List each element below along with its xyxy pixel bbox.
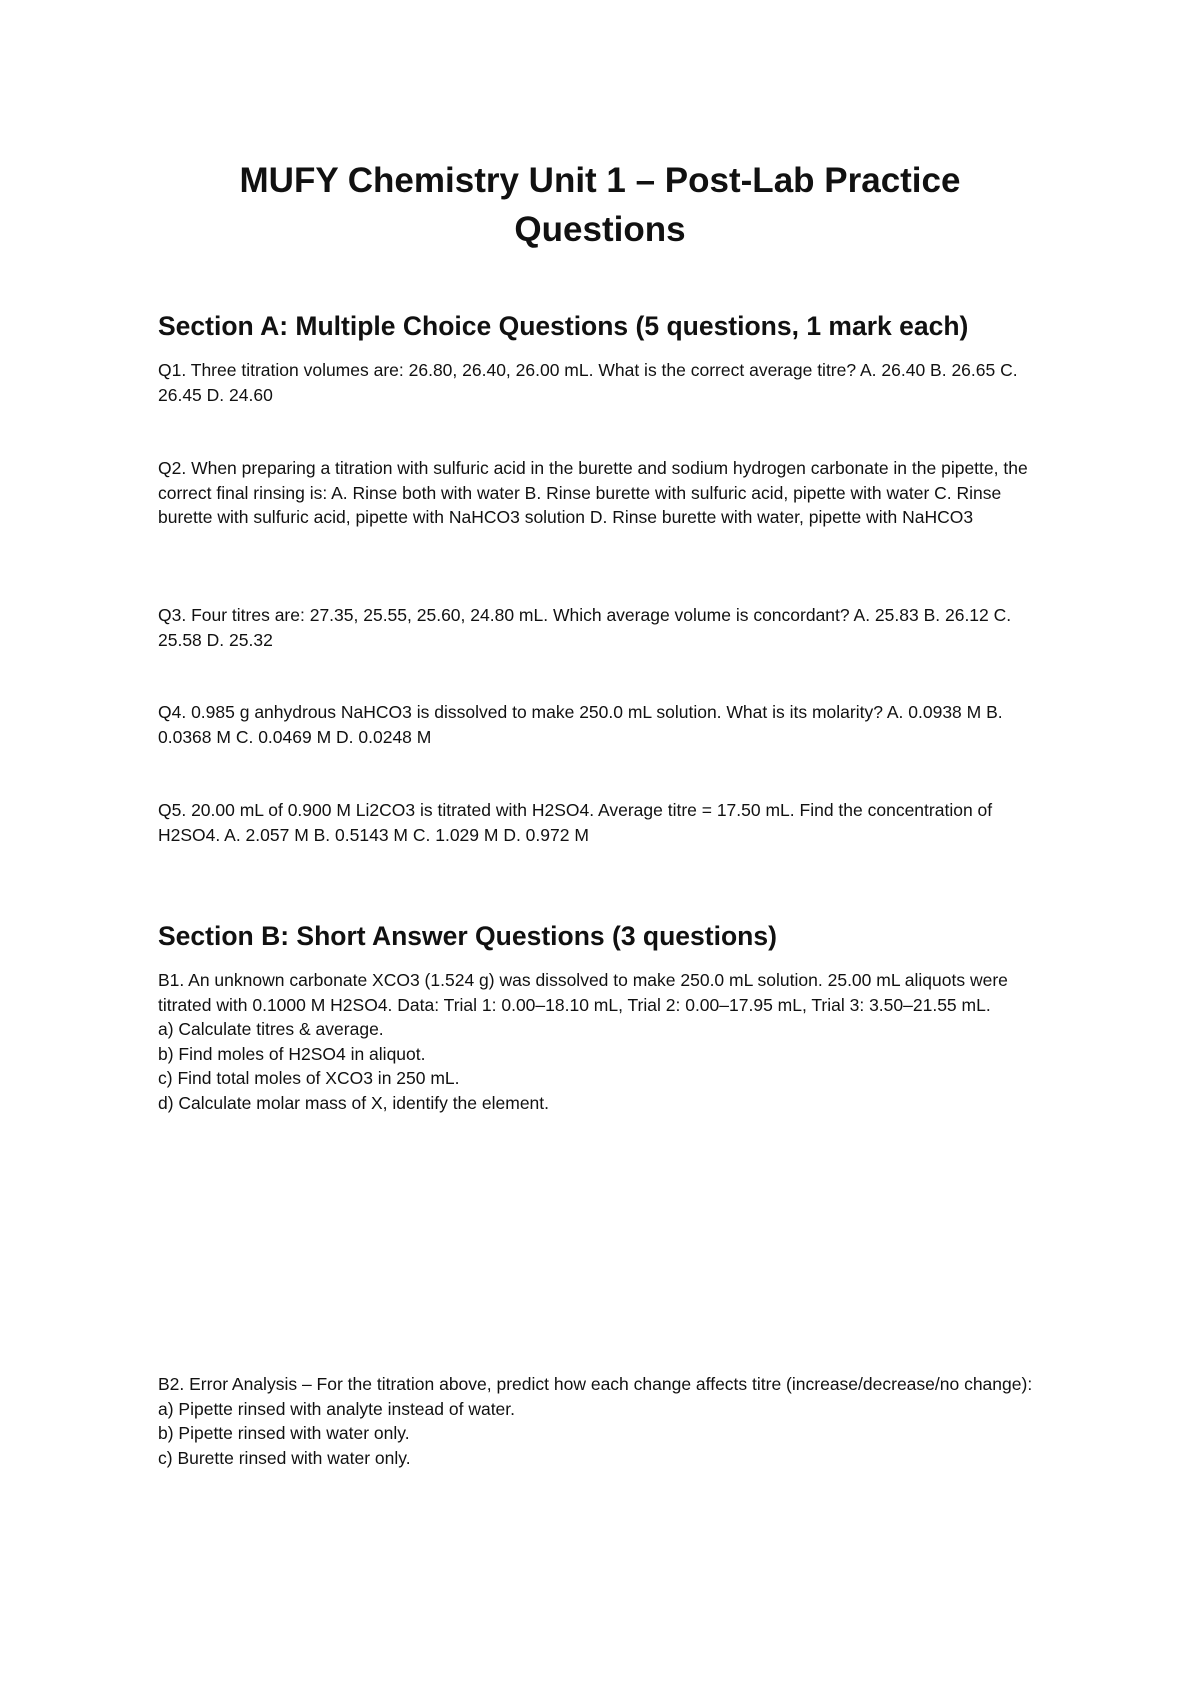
- question-q2: Q2. When preparing a titration with sulfuric acid in the burette and sodium hydrogen carbonate in the pipette, the correct final rinsing is: A. Rinse both with water B. Rinse burette with sulfuric acid, pipette with water C. Rinse burette with sulfuric acid, pipette with NaHCO3 solution D. Rinse burette with water, pipette with NaHCO3: [158, 458, 1028, 527]
- question-q3: Q3. Four titres are: 27.35, 25.55, 25.60, 24.80 mL. Which average volume is concordant? A. 25.83 B. 26.12 C. 25.58 D. 25.32: [158, 605, 1012, 650]
- page-title: MUFY Chemistry Unit 1 – Post-Lab Practice Questions: [239, 161, 961, 249]
- question-q4: Q4. 0.985 g anhydrous NaHCO3 is dissolved to make 250.0 mL solution. What is its molarity? A. 0.0938 M B. 0.0368 M C. 0.0469 M D. 0.0248 M: [158, 702, 1003, 747]
- question-b2-part-a: a) Pipette rinsed with analyte instead of water.: [158, 1398, 516, 1419]
- question-q5: Q5. 20.00 mL of 0.900 M Li2CO3 is titrated with H2SO4. Average titre = 17.50 mL. Find the concentration of H2SO4. A. 2.057 M B. 0.5143 M C. 1.029 M D. 0.972 M: [158, 800, 993, 845]
- question-b1-part-b: b) Find moles of H2SO4 in aliquot.: [158, 1043, 426, 1064]
- question-b1: [158, 968, 1058, 1115]
- question-b2: [158, 1372, 1058, 1470]
- question-q1: Q1. Three titration volumes are: 26.80, 26.40, 26.00 mL. What is the correct average titre? A. 26.40 B. 26.65 C. 26.45 D. 24.60: [158, 360, 1018, 405]
- question-b2-part-b: b) Pipette rinsed with water only.: [158, 1423, 410, 1443]
- question-b1-part-c: c) Find total moles of XCO3 in 250 mL.: [158, 1068, 460, 1088]
- section-b-heading: Section B: Short Answer Questions (3 questions): [158, 921, 777, 951]
- question-b1-part-d: d) Calculate molar mass of X, identify the element.: [158, 1092, 550, 1113]
- question-b1-part-a: a) Calculate titres & average.: [158, 1019, 384, 1039]
- section-a-heading: Section A: Multiple Choice Questions (5 questions, 1 mark each): [158, 311, 969, 341]
- question-b2-part-c: c) Burette rinsed with water only.: [158, 1447, 411, 1468]
- question-b1-stem: B1. An unknown carbonate XCO3 (1.524 g) was dissolved to make 250.0 mL solution. 25.00 mL aliquots were titrated with 0.1000 M H2SO4. Data: Trial 1: 0.00–18.10 mL, Trial 2: 0.00–17.95 mL, Trial 3: 3.50–21.55 mL.: [158, 970, 1008, 1015]
- question-b2-stem: B2. Error Analysis – For the titration above, predict how each change affects titre (increase/decrease/no change):: [158, 1374, 1033, 1394]
